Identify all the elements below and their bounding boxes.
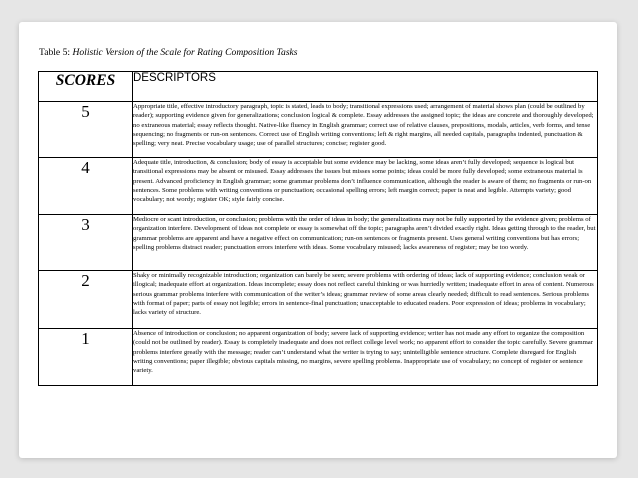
descriptor-cell: Absence of introduction or conclusion; no apparent organization of body; severe lack of supporting evidence; writer has not made any effort to organize the composition (could not be outlined by reader). Essay is completely inadequate and does not reflect college level work; no apparent effort to consider the topic carefully. Severe grammar problems interfere greatly with the message; reader can’t understand what the writer is trying to say; unintelligible sentence structure. Complete disregard for English writing conventions; paper illegible; obvious capitals missing, no margins, severe spelling problems. Inappropriate use of vocabulary; no concept of register or sentence variety. <box>133 329 598 386</box>
descriptors-header: DESCRIPTORS <box>133 72 598 102</box>
descriptor-cell: Appropriate title, effective introductory paragraph, topic is stated, leads to body; transitional expressions used; arrangement of material shows plan (could be outlined by reader); supporting evidence given for generalizations; conclusion logical & complete. Essay addresses the assigned topic; the ideas are concrete and thoroughly developed; no extraneous material; essay reflects thought. Native-like fluency in English grammar; correct use of relative clauses, prepositions, modals, articles, verb forms, and tense sequencing; no fragments or run-on sentences. Correct use of English writing conventions; left & right margins, all needed capitals, paragraphs indented, punctuation & spelling; very neat. Precise vocabulary usage; use of parallel structures; concise; register good. <box>133 102 598 158</box>
score-cell: 3 <box>39 215 133 271</box>
descriptor-cell: Shaky or minimally recognizable introduction; organization can barely be seen; severe problems with ordering of ideas; lack of supporting evidence; conclusion weak or illogical; inadequate effort at organization. Ideas incomplete; essay does not reflect careful thinking or was hurriedly written; inadequate effort in area of content. Numerous serious grammar problems interfere with communication of the writer’s ideas; grammar review of some areas clearly needed; difficult to read sentences. Serious problems with format of paper; parts of essay not legible; errors in sentence-final punctuation; unacceptable to educated readers. Poor expression of ideas; problems in vocabulary; lacks variety of structure. <box>133 271 598 329</box>
score-cell: 5 <box>39 102 133 158</box>
caption-prefix: Table 5: <box>39 47 73 58</box>
table-caption <box>39 47 298 58</box>
table-row <box>39 329 598 386</box>
rating-scale-table <box>38 71 598 386</box>
descriptor-cell: Adequate title, introduction, & conclusion; body of essay is acceptable but some evidence may be lacking, some ideas aren’t fully developed; sequence is logical but transitional expressions may be absent or misused. Essay addresses the issues but misses some points; ideas could be more fully developed; some extraneous material is present. Advanced proficiency in English grammar; some grammar problems don’t influence communication, although the reader is aware of them; no fragments or run-on sentences. Some problems with writing conventions or punctuation; occasional spelling errors; left margin correct; paper is neat and legible. Attempts variety; good vocabulary; not wordy; register OK; style fairly concise. <box>133 158 598 215</box>
score-cell: 2 <box>39 271 133 329</box>
table-row <box>39 158 598 215</box>
table-row <box>39 215 598 271</box>
table-row <box>39 102 598 158</box>
score-cell: 1 <box>39 329 133 386</box>
table-row <box>39 271 598 329</box>
descriptor-cell: Mediocre or scant introduction, or conclusion; problems with the order of ideas in body; the generalizations may not be fully supported by the evidence given; problems of organization interfere. Development of ideas not complete or essay is somewhat off the topic; paragraphs aren’t divided exactly right. Ideas getting through to the reader, but grammar problems are apparent and have a negative effect on communication; run-on sentences or fragments present. Uses general writing conventions but has errors; spelling problems distract reader; punctuation errors interfere with ideas. Some vocabulary misused; lacks awareness of register; may be too wordy. <box>133 215 598 271</box>
score-cell: 4 <box>39 158 133 215</box>
scores-header: SCORES <box>39 72 133 102</box>
caption-title: Holistic Version of the Scale for Rating Composition Tasks <box>72 47 298 58</box>
table-header-row <box>39 72 598 102</box>
slide-page <box>19 22 617 458</box>
